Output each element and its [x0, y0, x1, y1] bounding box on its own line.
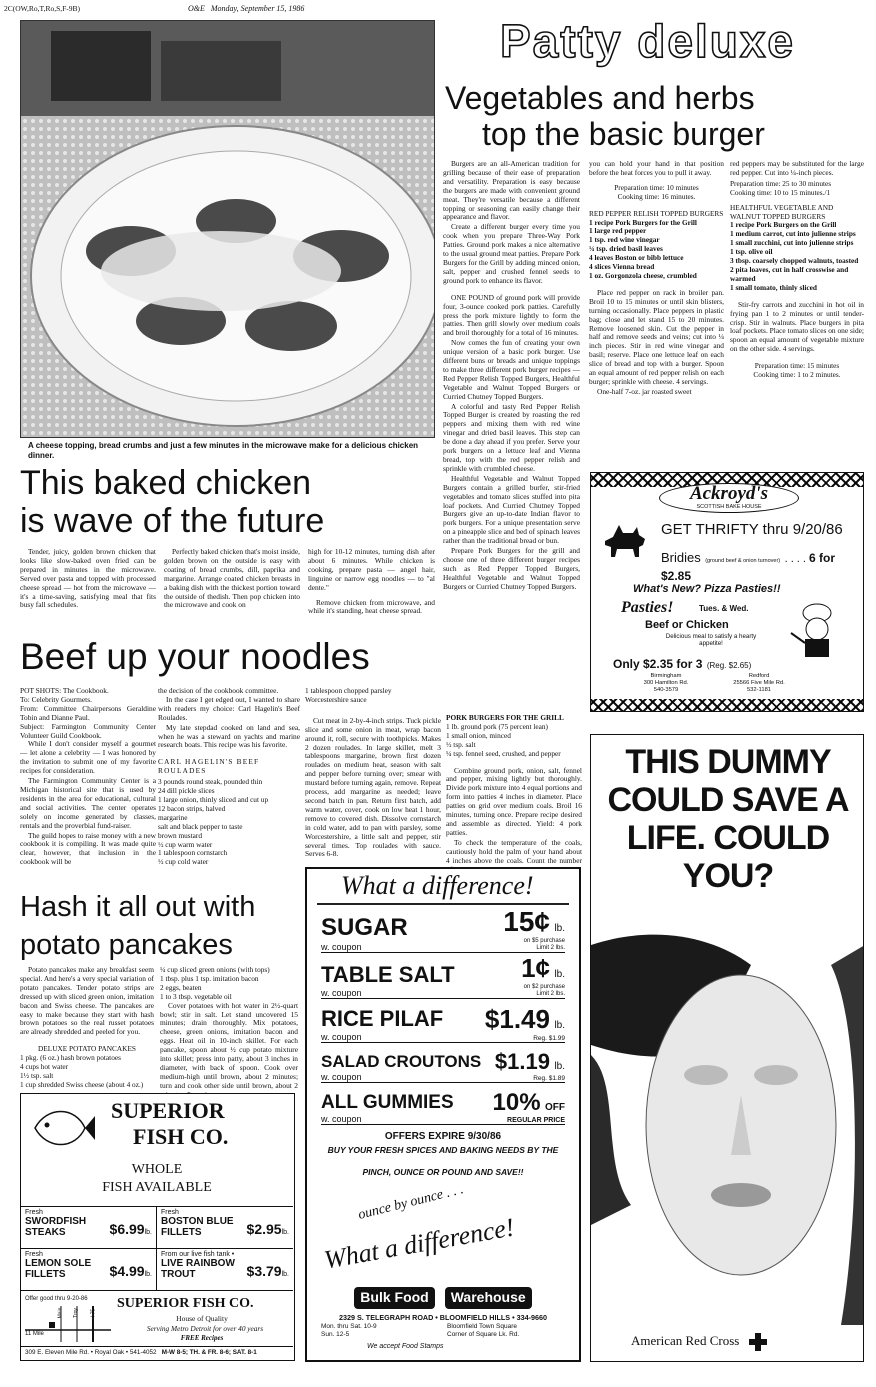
hash-recipe-title: DELUXE POTATO PANCAKES	[38, 1044, 136, 1054]
bulk-item-row	[321, 906, 565, 953]
chicken-photo-caption: A cheese topping, bread crumbs and just a few minutes in the microwave make for a delicious chicken dinner.	[28, 441, 419, 460]
patty-paragraph: Burgers are an all-American tradition for grilling because of their ease of preparation and versatility. Preparation is easy because the burgers are made with convenient ground meat. They're versatile because a different topping or seasoning can easily change their appearance and flavor.	[443, 159, 580, 222]
fish-deal-price: $2.95	[246, 1221, 282, 1237]
bulk-item-unit: OFF	[545, 1102, 565, 1113]
chicken-column-2	[164, 548, 300, 611]
bulk-item-price: $1.19	[494, 1049, 550, 1074]
fish-map-main: Main	[57, 1307, 64, 1319]
ackroyds-loc1-phone: 540-3579	[653, 686, 679, 693]
bulk-item-row	[321, 953, 565, 999]
hash-column-2	[160, 966, 298, 1101]
pork-grill-recipe	[446, 714, 582, 875]
patty-headline-line-1: Vegetables and herbs	[445, 80, 755, 116]
bulk-logo	[327, 1287, 559, 1309]
patty-column-3	[730, 160, 864, 380]
bulk-offers: OFFERS EXPIRE 9/30/86	[384, 1131, 502, 1142]
noodles-memo: POT SHOTS: The Cookbook. To: Celebrity Gourmets. From: Committee Chairpersons Geraldine Tobin and Dianne Paul. Subject: Farmington Community Center Volunteer Guild Cookbook.	[20, 686, 156, 740]
chicken-paragraph: Tender, juicy, golden brown chicken that looks like slow-baked oven fried can be prepared in minutes in the microwave. Served over pasta and topped with processed cheese spread — hot from the microwave — it's a time-saving, satisfying meal that fits busy fall schedules.	[20, 547, 156, 610]
bulk-item-unit: lb.	[554, 923, 565, 934]
bulk-item-price: 1¢	[521, 953, 550, 983]
noodles-column-1	[20, 687, 156, 868]
fish-deal-unit: lb.	[281, 1271, 289, 1278]
chicken-headline-line-2: is wave of the future	[20, 502, 325, 540]
noodles-headline: Beef up your noodles	[20, 636, 370, 677]
bulk-item-coupon: w. coupon	[321, 942, 362, 952]
bulk-item-name: RICE PILAF	[321, 1006, 444, 1031]
bulk-item-coupon: w. coupon	[321, 1072, 362, 1082]
ackroyds-sub: SCOTTISH BAKE HOUSE	[696, 504, 762, 510]
bulk-item-coupon: w. coupon	[321, 1114, 362, 1124]
ackroyds-ad	[590, 472, 864, 712]
ackroyds-border-bottom	[591, 699, 863, 711]
patty-col3-times: Preparation time: 25 to 30 minutes Cooking time: 10 to 15 minutes./1	[730, 178, 832, 197]
fish-deal-name: LEMON SOLE FILLETS	[25, 1258, 92, 1280]
fish-deal-name: LIVE RAINBOW TROUT	[161, 1258, 235, 1280]
bulk-item-unit: lb.	[554, 1061, 565, 1072]
red-cross-icon	[749, 1333, 767, 1351]
ackroyds-name: Ackroyd's	[689, 483, 769, 504]
fish-map	[25, 1306, 111, 1342]
healthful-ingredients: 1 recipe Pork Burgers on the Grill 1 medium carrot, cut into julienne strips 1 small zucchini, cut into julienne strips 1 tsp. olive oil 3 tbsp. coarsely chopped walnuts, toasted 2 pita loaves, cut in half crosswise and warmed 1 small tomato, thinly sliced	[730, 220, 859, 292]
ackroyds-thrifty: GET THRIFTY thru 9/20/86	[661, 521, 843, 538]
roulades-ingredients: 3 pounds round steak, pounded thin 24 dill pickle slices 1 large onion, thinly sliced and cut up 12 bacon strips, halved margarine salt and black pepper to taste brown mustard ½ cup warm water 1 tablespoon cornstarch ½ cup cold water	[158, 777, 269, 867]
ackroyds-beef-or-chicken: Beef or Chicken	[645, 619, 729, 631]
noodles-paragraph: My late stepdad cooked on land and sea, when he was a steward on yachts and marine research boats. This recipe was his favorite.	[158, 722, 300, 750]
patty-headline-line-2: top the basic burger	[482, 116, 765, 152]
ackroyds-loc1-name: Birmingham	[650, 673, 682, 679]
bulk-item-name: TABLE SALT	[321, 962, 455, 987]
red-pepper-ingredients: 1 recipe Pork Burgers for the Grill 1 large red pepper 1 tsp. red wine vinegar ¼ tsp. dried basil leaves 4 leaves Boston or bibb lettuce 4 slices Vienna bread 1 oz. Gorgonzola cheese, crumbled	[589, 217, 697, 280]
fish-map-troy: Troy	[72, 1308, 79, 1318]
patty-paragraph: A colorful and tasty Red Pepper Relish Topped Burger is created by roasting the red peppers and mixing them with red wine vinegar and dried basil leaves. This step can be done a day ahead if you prefer. Serve your pork burgers on a lettuce leaf and Vienna bread, top with the red pepper relish and sprinkle with crumbled cheese.	[443, 401, 580, 473]
ackroyds-reg: (Reg. $2.65)	[706, 661, 752, 670]
fish-deal-fresh: Fresh	[25, 1251, 43, 1258]
red-cross-headline: THIS DUMMY COULD SAVE A LIFE. COULD YOU?	[607, 743, 849, 895]
bulk-item-coupon: w. coupon	[321, 988, 362, 998]
bulk-address: 2329 S. TELEGRAPH ROAD • BLOOMFIELD HILLS • 334-9660	[339, 1313, 547, 1322]
bulk-item-name: ALL GUMMIES	[321, 1092, 454, 1113]
fish-title-1: SUPERIOR	[111, 1098, 225, 1123]
issue-date: Monday, September 15, 1986	[210, 4, 305, 13]
bulk-location-1: Bloomfield Town Square	[447, 1323, 517, 1330]
bulk-ounce-by-ounce: ounce by ounce . . .	[356, 1182, 466, 1223]
bulk-food-ad	[305, 867, 581, 1362]
bulk-item-row	[321, 999, 565, 1043]
fish-deal	[21, 1249, 157, 1291]
pork-grill-method: To check the temperature of the coals, cautiously hold the palm of your hand about 4 inches above the coals. Count the number	[446, 837, 582, 865]
hash-headline-line-1: Hash it all out with	[20, 891, 256, 923]
hash-column-1	[20, 966, 154, 1090]
bulk-banner: What a difference!	[341, 871, 534, 900]
patty-paragraph: ONE POUND of ground pork will provide four, 3-ounce cooked pork patties. Carefully press the pork mixture lightly to form the patties. Then grill slowly over medium coals and broil thoroughly for a total of 16 minutes.	[443, 292, 580, 338]
fish-name-footer: SUPERIOR FISH CO.	[117, 1296, 254, 1311]
red-pepper-steps	[589, 289, 724, 397]
fish-deal-name: SWORDFISH STEAKS	[25, 1216, 87, 1238]
bulk-what-a-diff: What a difference!	[321, 1212, 517, 1275]
pork-grill-method: Combine ground pork, onion, salt, fennel and pepper, mixing lightly but thoroughly. Divide pork mixture into 4 equal portions and form into patties 4 inches in diameter. Place patties on grid over medium coals. Broil 16 minutes, turning once. Prepare recipe desired and assemble as directed. Yield: 4 pork patties.	[446, 765, 582, 837]
bulk-hours-sunday: Sun. 12-5	[321, 1330, 350, 1338]
fish-deal	[21, 1207, 157, 1249]
bulk-location-2: Corner of Square Lk. Rd.	[447, 1330, 520, 1338]
fish-deal-unit: lb.	[281, 1229, 289, 1236]
page-folio: 2C(OW,Ro,T,Ro,S,F-9B)	[4, 4, 81, 13]
roulades-title: CARL HAGELIN'S BEEF ROULADES	[158, 757, 260, 776]
fish-deal-price: $4.99	[109, 1263, 145, 1279]
bulk-item-name: SUGAR	[321, 914, 408, 941]
bulk-item-note: Reg. $1.89	[533, 1075, 565, 1082]
red-pepper-step: One-half 7-oz. jar roasted sweet	[597, 386, 692, 396]
pork-grill-ingredients: 1 lb. ground pork (75 percent lean) 1 small onion, minced ½ tsp. salt ¼ tsp. fennel seed, crushed, and pepper	[446, 721, 561, 758]
bulk-item-price: 10%	[492, 1089, 541, 1116]
fish-serving: Serving Metro Detroit for over 40 years	[146, 1324, 264, 1333]
pork-grill-title: PORK BURGERS FOR THE GRILL	[446, 713, 564, 722]
bulk-item-note: REGULAR PRICE	[507, 1117, 565, 1124]
ackroyds-bridies-price: 6 for $2.85	[661, 551, 836, 583]
bulk-item-unit: lb.	[554, 1020, 565, 1031]
hash-method: Cover potatoes with hot water in 2½-quart bowl; stir in salt. Let stand uncovered 15 minutes; drain thoroughly. Mix potatoes, cheese, green onions, imitation bacon and eggs. Heat oil in 10-inch skillet. For each pancake, spoon about ½ cup potato mixture into skillet; press into patty, about 3 inches in diameter, with back of spoon. Cook over medium-high until brown, about 2 minutes; turn and cook other side until brown, about 2	[160, 1000, 298, 1090]
ackroyds-logo	[659, 483, 799, 513]
healthful-title: HEALTHFUL VEGETABLE AND WALNUT TOPPED BURGERS	[730, 202, 834, 221]
bulk-location	[447, 1323, 519, 1338]
bulk-logo-right: Warehouse	[445, 1287, 532, 1309]
noodles-paragraph: the decision of the cookbook committee.	[158, 686, 279, 695]
ackroyds-price-row	[613, 655, 751, 673]
bulk-item-list	[321, 906, 565, 1125]
fish-free-recipes: FREE Recipes	[180, 1334, 224, 1342]
fish-deal-price: $6.99	[109, 1221, 145, 1237]
noodles-column-3	[305, 687, 441, 860]
bulk-item-unit: lb.	[554, 969, 565, 980]
bulk-item-note: on $5 purchase Limit 2 lbs.	[523, 938, 565, 951]
patty-column-2	[589, 160, 724, 398]
bulk-stamps: We accept Food Stamps	[367, 1343, 444, 1350]
scottie-dog-icon	[599, 521, 651, 565]
fish-deal-price: $3.79	[246, 1263, 282, 1279]
ackroyds-location-2	[719, 673, 799, 693]
patty-col3-intro: red peppers may be substituted for the large red pepper. Cut into ¼-inch pieces.	[730, 159, 864, 177]
fish-whole: WHOLE	[131, 1162, 183, 1177]
patty-paragraph: Prepare Pork Burgers for the grill and choose one of three different burger recipes such as Red Pepper Topped Burgers, Healthful Vegetable and Walnut Topped Burgers or Curried Chutney Topped Burgers.	[443, 546, 580, 591]
fish-deal-unit: lb.	[144, 1229, 152, 1236]
patty-col2-times: Preparation time: 10 minutes Cooking time: 16 minutes.	[614, 182, 699, 201]
fish-map-i75: I-75	[90, 1308, 97, 1318]
bulk-hours-weekday: Mon. thru Sat. 10-9	[321, 1323, 377, 1330]
hash-paragraph: Potato pancakes make any breakfast seem special. And here's a very special variation of potato pancakes. Tender potato strips are dressed up with sliced green onion, imitation bacon and Swiss cheese. The pancakes are easy to make because they start with hash brown potatoes so the real russet potatoes are already shredded and peeled for you.	[20, 965, 154, 1037]
bulk-item-row	[321, 1043, 565, 1083]
red-cross-footer	[631, 1333, 861, 1351]
red-cross-name: American Red Cross	[631, 1333, 740, 1348]
ackroyds-delicious: Delicious meal to satisfy a hearty appetite!	[665, 633, 757, 647]
fish-offer-good: Offer good thru 9-20-86	[25, 1296, 88, 1302]
fish-address-row	[21, 1346, 293, 1358]
red-pepper-title: RED PEPPER RELISH TOPPED BURGERS	[589, 208, 724, 218]
chicken-headline-line-1: This baked chicken	[20, 464, 312, 502]
fish-deal-unit: lb.	[144, 1271, 152, 1278]
hash-ingredients-cont: ¼ cup sliced green onions (with tops) 1 tbsp. plus 1 tsp. imitation bacon 2 eggs, beaten 1 to 3 tbsp. vegetable oil	[160, 965, 270, 1001]
section-name: O&E	[188, 4, 205, 13]
bulk-item-price: $1.49	[484, 1004, 550, 1034]
healthful-times: Preparation time: 15 minutes Cooking time: 1 to 2 minutes.	[753, 361, 841, 380]
ackroyds-loc2-phone: 532-1181	[746, 686, 772, 693]
noodles-column-2	[158, 687, 300, 867]
chicken-photo-art	[21, 21, 435, 438]
chicken-paragraph: Perfectly baked chicken that's moist inside, golden brown on the outside is easy with coating of bread crumbs, dill, paprika and margarine. Arrange coated chicken breasts in a baking dish with the thickest portion toward the outside of thedish. Then pop chicken into the microwave and cook on	[164, 547, 300, 610]
fish-deal-grid	[21, 1206, 293, 1291]
ackroyds-location-1	[631, 673, 701, 693]
chicken-column-1	[20, 548, 156, 611]
patty-paragraph: Create a different burger every time you cook when you prepare Three-Way Pork Patties. Ground pork makes a nice alternative to the usual ground meat patties. Prepare Pork Burgers for the Grill by adding minced onion, salt, pepper and crushed fennel seeds to ground pork to enhance its flavor.	[443, 222, 580, 285]
patty-kicker: Patty deluxe	[500, 15, 795, 67]
fish-title-2: FISH CO.	[133, 1124, 229, 1149]
fish-whole-2: FISH AVAILABLE	[102, 1180, 212, 1195]
roulades-method-text: Cut meat in 2-by-4-inch strips. Tuck pickle slice and some onion in meat, wrap bacon around it, roll, secure with toothpicks. Makes 2 dozen roulades. In large skillet, melt 3 tablespoons margarine, brown first dozen roulades on medium heat, season with salt and pepper before turning over; smear with mustard before turning again, remove. Repeat process, add margarine as needed; leave second batch in pan. Return first batch, add warm water, cover, cook on low heat 1 hour, remove to covered dish. Dissolve cornstarch in cold water, add to pan with parsley, some Worcestershire, a little salt and pepper, stir several times. Top roulades with sauce. Serves 6-8.	[305, 715, 441, 859]
ackroyds-pasties: Pasties!	[621, 599, 674, 616]
ackroyds-bridies-note: (ground beef & onion turnover)	[705, 558, 781, 564]
bulk-item-note: Reg. $1.99	[533, 1035, 565, 1042]
noodles-paragraph: The Farmington Community Center is a Michigan historical site that is used by residents in the area for educational, cultural and social activities. The center operates solely on income generated by classes, rentals and the proverbial fund-raiser.	[20, 776, 156, 830]
chicken-photo	[20, 20, 435, 438]
fish-house: House of Quality	[176, 1314, 228, 1323]
noodles-paragraph: In the case I get edged out, I wanted to share with readers my choice: Carl Hagelin's Beef Roulades.	[158, 694, 300, 722]
hash-headline-line-2: potato pancakes	[20, 929, 233, 961]
noodles-paragraph: The guild hopes to raise money with a new cookbook it is compiling. It was made quite clear, however, that inclusion in the cookbook will be	[20, 830, 156, 867]
fish-deal	[157, 1207, 293, 1249]
cpr-dummy-photo	[591, 905, 864, 1325]
roulades-method	[305, 717, 441, 860]
fish-deal-fresh: Fresh	[161, 1209, 179, 1216]
ackroyds-loc2-name: Redford	[748, 673, 770, 679]
ackroyds-bridies: Bridies	[661, 550, 701, 565]
page-dateline	[188, 4, 304, 13]
bulk-banner-rule	[317, 903, 569, 905]
patty-column-1	[443, 160, 580, 593]
fish-deal-name: BOSTON BLUE FILLETS	[161, 1216, 234, 1238]
bulk-item-price: 15¢	[503, 906, 550, 937]
chef-mascot-icon	[787, 603, 847, 661]
chicken-column-3	[308, 548, 435, 617]
fish-map-mile: 11 Mile	[25, 1331, 44, 1337]
red-pepper-step: Place red pepper on rack in broiler pan. Broil 10 to 15 minutes or until skin blisters, turning occasionally. Place peppers in plastic bag; close and let stand 15 to 20 minutes. Remove loosened skin. Cut the pepper in half and remove seeds and veins; cut into ¼ inch pieces. Stir in red wine vinegar and basil; reserve. Place one lettuce leaf on each slice of bread and top with a burger. Spoon an equal amount of red pepper relish on each burger; sprinkle with cheese. 4 servings.	[589, 287, 724, 386]
ackroyds-only: Only $2.35 for 3	[613, 657, 703, 671]
bulk-item-note: on $2 purchase Limit 2 lbs.	[523, 984, 565, 997]
fish-hours: M-W 8-5; TH. & FR. 8-6; SAT. 8-1	[161, 1349, 257, 1356]
fish-address: 309 E. Eleven Mile Rd. • Royal Oak • 541-4052	[25, 1349, 157, 1356]
roulades-ingredients-cont: 1 tablespoon chopped parsley Worcestershire sauce	[305, 686, 392, 704]
patty-paragraph: Now comes the fun of creating your own unique version of a basic pork burger. Use different buns or breads and unique toppings to make three different pork burger recipes — Red Pepper Relish Topped Burgers, Healthful Vegetable and Walnut Topped Burgers or Curried Chutney Topped Burgers.	[443, 338, 580, 401]
noodles-paragraph: While I don't consider myself a gourmet — let alone a celebrity — I was honored by the invitation to submit one of my favorite recipes for consideration.	[20, 739, 156, 776]
ackroyds-loc1-addr: 300 Hamilton Rd.	[643, 679, 689, 686]
bulk-logo-left: Bulk Food	[354, 1287, 434, 1309]
chicken-paragraph: high for 10-12 minutes, turning dish after about 6 minutes. While chicken is cooking, prepare pasta — angel hair, linguine or narrow egg noodles — to "al dente."	[308, 547, 435, 592]
ackroyds-pasties-days: Tues. & Wed.	[699, 604, 749, 613]
red-cross-ad	[590, 734, 864, 1362]
bulk-hours	[321, 1323, 377, 1338]
bulk-item-coupon: w. coupon	[321, 1032, 362, 1042]
ackroyds-loc2-addr: 25566 Five Mile Rd.	[733, 679, 785, 686]
superior-fish-ad	[20, 1093, 295, 1361]
patty-paragraph: Healthful Vegetable and Walnut Topped Burgers contain a grilled burfer, stir-fried vegetables and tomato slices stuffed into pita loaf pockets. And Curried Chutney Topped Burgers give an up-to-date Indian flavor to pork burgers. For a unique presentation serve on a pineapple slice and bed of spinach leaves rather than the traditional bread or bun.	[443, 473, 580, 546]
hash-recipe-ingredients: 1 pkg. (6 oz.) hash brown potatoes 4 cups hot water 1½ tsp. salt 1 cup shredded Swiss cheese (about 4 oz.)	[20, 1053, 144, 1089]
chicken-paragraph: Remove chicken from microwave, and while it's standing, heat cheese spread.	[308, 597, 435, 616]
fish-deal	[157, 1249, 293, 1291]
fish-deal-fresh: Fresh	[25, 1209, 43, 1216]
bulk-buy-line: BUY YOUR FRESH SPICES AND BAKING NEEDS BY THE	[327, 1145, 559, 1155]
patty-col2-intro: you can hold your hand in that position before the heat forces you to pull it away.	[589, 159, 724, 177]
bulk-pinch-line: PINCH, OUNCE OR POUND AND SAVE!!	[362, 1167, 524, 1177]
ackroyds-bridies-row: Bridies (ground beef & onion turnover) . . . . 6 for $2.85	[661, 550, 836, 583]
healthful-steps: Stir-fry carrots and zucchini in hot oil in frying pan 1 to 2 minutes or until tender-crisp. Stir in walnuts. Place burgers in pita loaf pockets. Place tomato slices on one side; spoon an equal amount of vegetable mixture on the other side. 4 servings.	[730, 299, 864, 354]
fish-deal-fresh: From our live fish tank •	[161, 1251, 235, 1258]
fish-icon	[27, 1098, 97, 1158]
ackroyds-whats-new: What's New? Pizza Pasties!!	[633, 583, 781, 595]
bulk-item-row	[321, 1083, 565, 1125]
bulk-item-name: SALAD CROUTONS	[321, 1052, 482, 1071]
